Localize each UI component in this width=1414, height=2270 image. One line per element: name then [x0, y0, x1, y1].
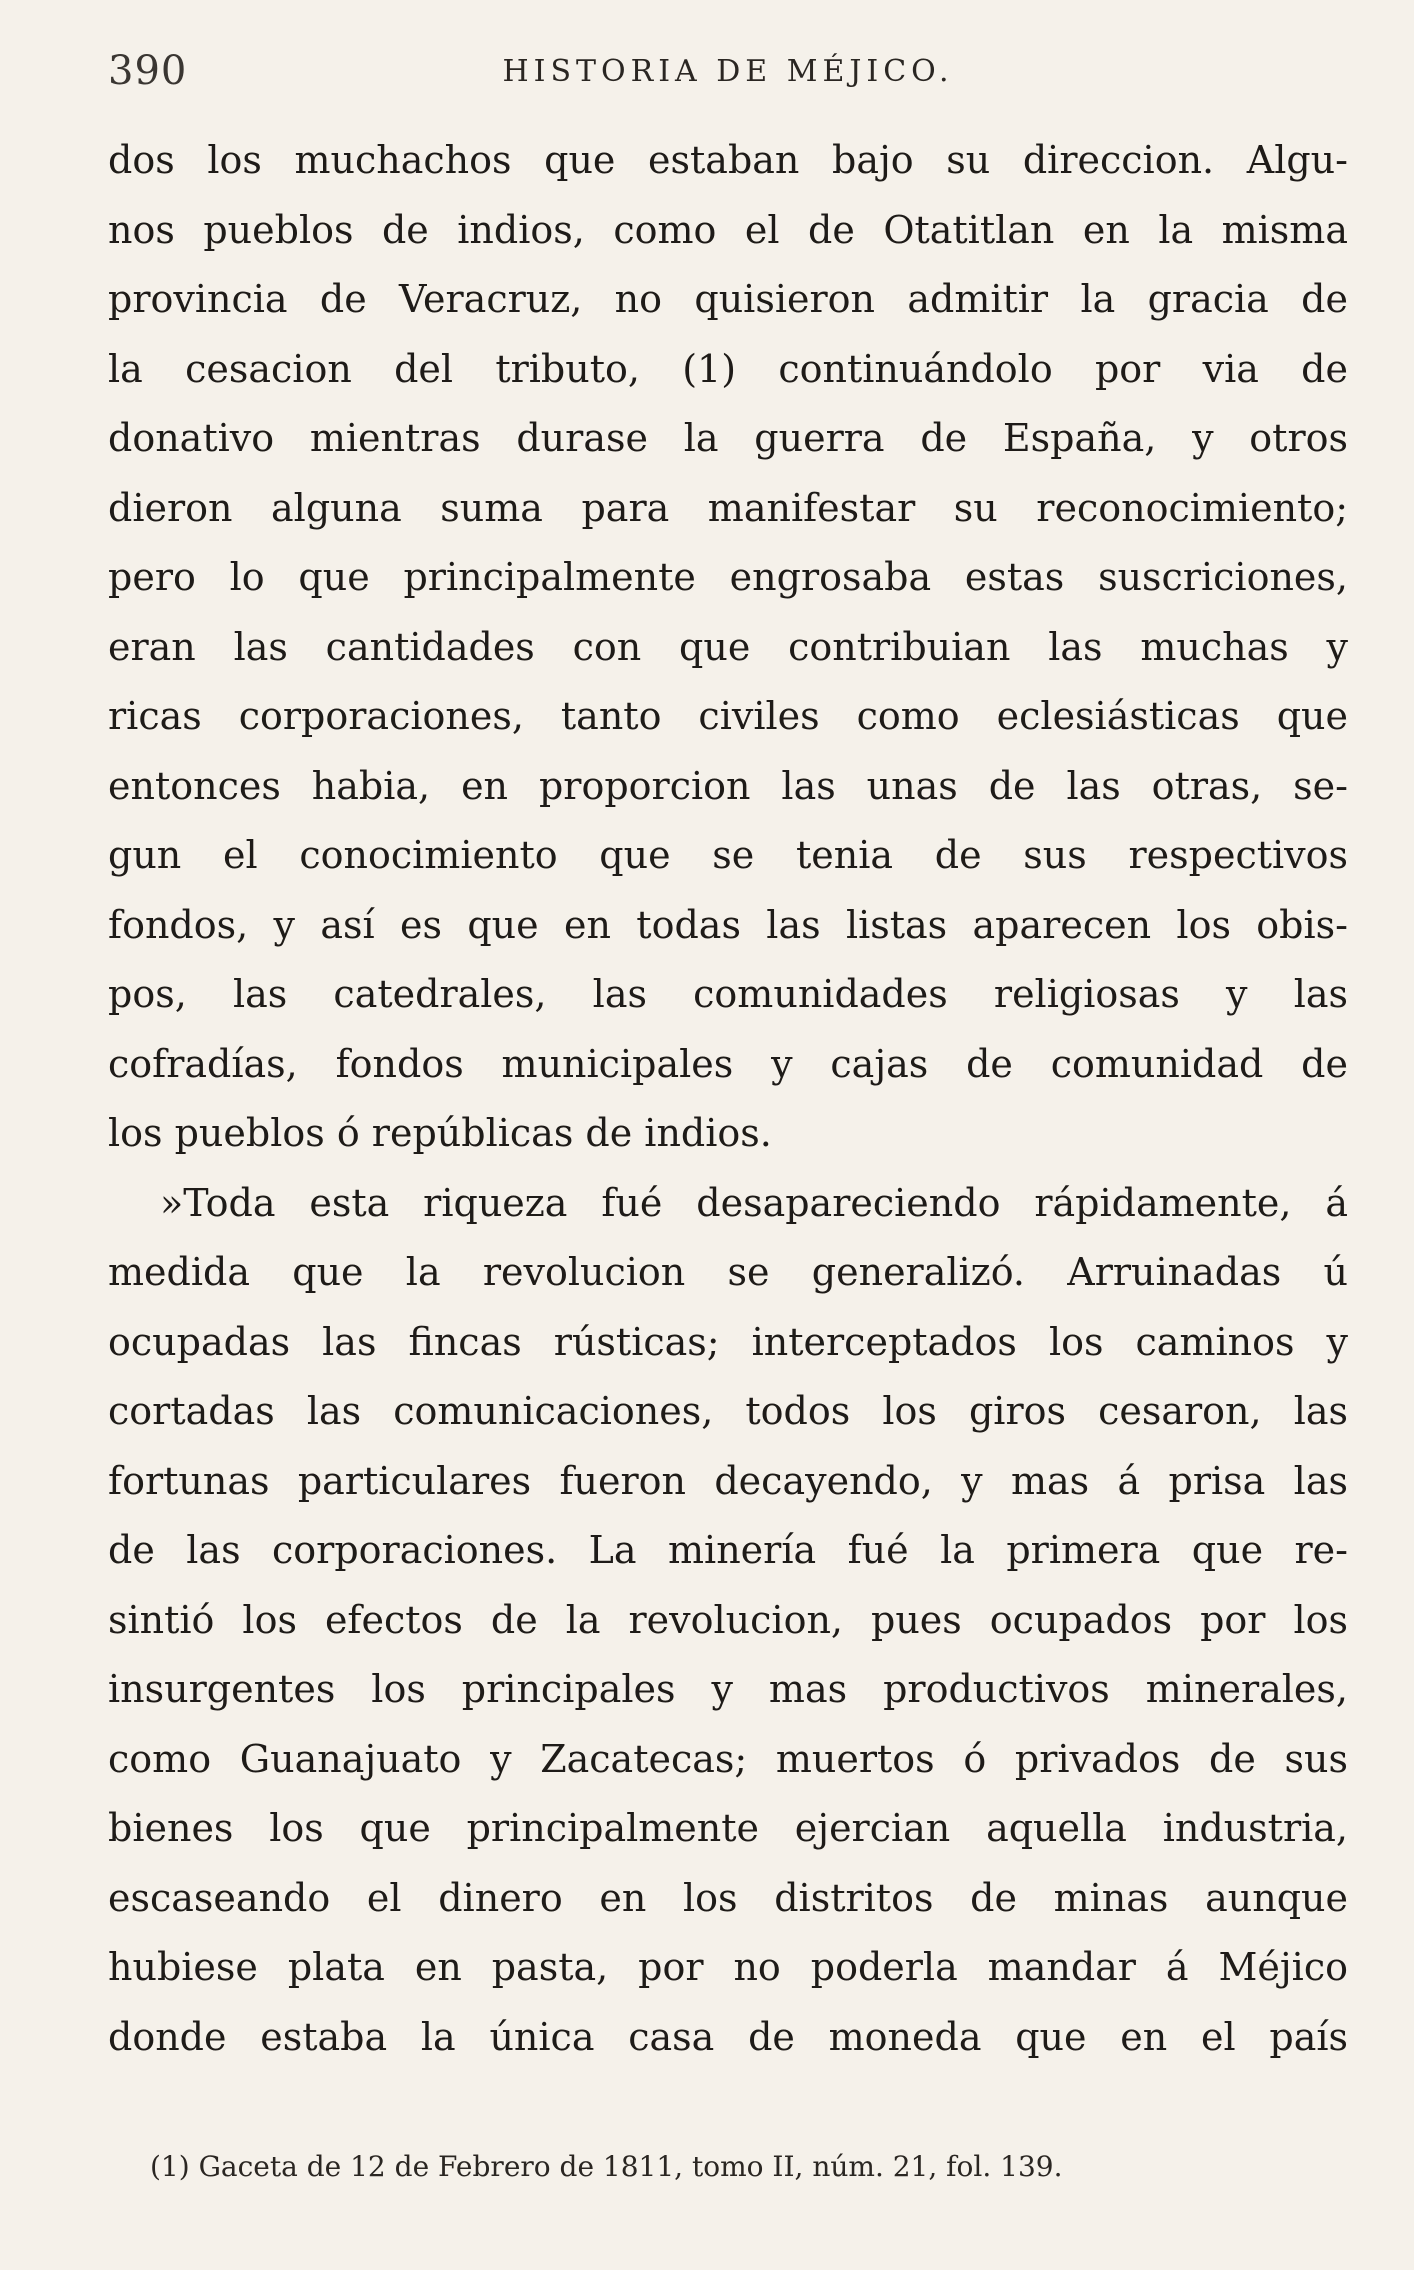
text-line: bienes los que principalmente ejercian aquella industria, [108, 1806, 1348, 1850]
text-line: cortadas las comunicaciones, todos los giros cesaron, las [108, 1389, 1348, 1433]
text-line: fortunas particulares fueron decayendo, y mas á prisa las [108, 1458, 1348, 1503]
text-line: como Guanajuato y Zacatecas; muertos ó privados de sus [108, 1736, 1348, 1781]
text-line: provincia de Veracruz, no quisieron admitir la gracia de [108, 277, 1348, 321]
page-number: 390 [108, 48, 188, 94]
text-line: ricas corporaciones, tanto civiles como eclesiásticas que [108, 694, 1348, 738]
text-line: de las corporaciones. La minería fué la primera que re- [108, 1528, 1348, 1572]
text-line: donde estaba la única casa de moneda que en el país [108, 2014, 1348, 2059]
body-text [108, 126, 1348, 2072]
text-line: gun el conocimiento que se tenia de sus respectivos [108, 833, 1348, 877]
text-line: escaseando el dinero en los distritos de minas aunque [108, 1875, 1348, 1920]
text-line: ocupadas las fincas rústicas; interceptados los caminos y [108, 1319, 1348, 1364]
page-header [108, 48, 1348, 108]
text-line: la cesacion del tributo, (1) continuándolo por via de [108, 346, 1348, 391]
text-line: medida que la revolucion se generalizó. Arruinadas ú [108, 1250, 1348, 1294]
text-line: dieron alguna suma para manifestar su reconocimiento; [108, 485, 1348, 530]
text-line: dos los muchachos que estaban bajo su direccion. Algu- [108, 138, 1348, 182]
text-line: hubiese plata en pasta, por no poderla mandar á Méjico [108, 1945, 1348, 1989]
text-line: pero lo que principalmente engrosaba estas suscriciones, [108, 555, 1348, 599]
text-line: eran las cantidades con que contribuian las muchas y [108, 624, 1348, 669]
text-line: fondos, y así es que en todas las listas aparecen los obis- [108, 902, 1348, 947]
text-line: insurgentes los principales y mas productivos minerales, [108, 1667, 1348, 1711]
text-line: entonces habia, en proporcion las unas de las otras, se- [108, 763, 1348, 808]
text-line: sintió los efectos de la revolucion, pues ocupados por los [108, 1597, 1348, 1642]
running-title: HISTORIA DE MÉJICO. [502, 54, 954, 89]
text-line: »Toda esta riqueza fué desapareciendo rápidamente, á [160, 1180, 1348, 1225]
paragraph-2 [108, 1169, 1348, 2073]
text-line: cofradías, fondos municipales y cajas de comunidad de [108, 1041, 1348, 1086]
text-line: donativo mientras durase la guerra de España, y otros [108, 416, 1348, 460]
paragraph-1 [108, 126, 1348, 1169]
text-line: los pueblos ó repúblicas de indios. [108, 1111, 772, 1155]
text-line: pos, las catedrales, las comunidades religiosas y las [108, 972, 1348, 1016]
footnote: (1) Gaceta de 12 de Febrero de 1811, tomo II, núm. 21, fol. 139. [150, 2150, 1063, 2183]
text-line: nos pueblos de indios, como el de Otatitlan en la misma [108, 207, 1348, 252]
